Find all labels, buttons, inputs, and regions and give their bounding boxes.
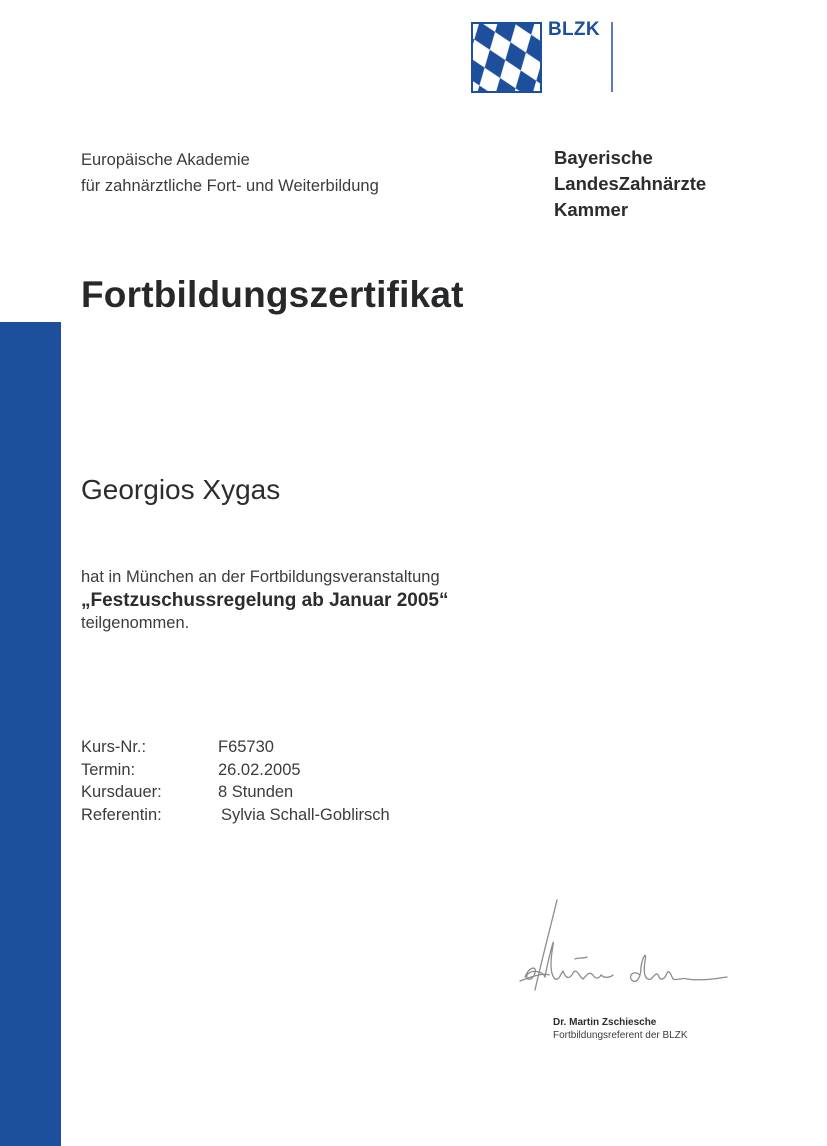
chamber-line: Kammer [554, 199, 629, 220]
document-title: Fortbildungszertifikat [81, 274, 464, 315]
detail-value: 8 Stunden [218, 783, 294, 801]
detail-value: F65730 [218, 738, 274, 756]
academy-line: Europäische Akademie [81, 151, 250, 169]
participant-name: Georgios Xygas [81, 474, 281, 505]
course-details [81, 736, 390, 826]
detail-label: Kurs-Nr.: [81, 738, 147, 756]
academy-name [81, 147, 379, 199]
logo-wordmark: BLZK [548, 19, 600, 40]
chamber-line: Bayerische [554, 147, 653, 168]
signatory-block [553, 1016, 688, 1042]
signatory-name: Dr. Martin Zschiesche [553, 1017, 657, 1028]
academy-line: für zahnärztliche Fort- und Weiterbildung [81, 177, 379, 195]
detail-label: Referentin: [81, 805, 162, 824]
decorative-blue-band [0, 322, 61, 1146]
detail-label: Kursdauer: [81, 783, 162, 801]
logo-divider [611, 22, 613, 92]
statement-line: hat in München an der Fortbildungsveranstaltung [81, 568, 440, 586]
chamber-line: LandesZahnärzte [554, 173, 707, 194]
course-title: „Festzuschussregelung ab Januar 2005“ [81, 590, 449, 611]
bavarian-lozenge-icon [471, 22, 542, 93]
detail-row-speaker [81, 804, 390, 827]
detail-value: 26.02.2005 [218, 760, 301, 779]
handwritten-signature [515, 895, 730, 1000]
detail-row-course-number [81, 736, 390, 759]
detail-row-duration [81, 781, 390, 804]
detail-value: Sylvia Schall-Goblirsch [221, 805, 390, 824]
signatory-role: Fortbildungsreferent der BLZK [553, 1030, 688, 1041]
detail-row-date [81, 759, 390, 782]
chamber-name [554, 145, 706, 223]
detail-label: Termin: [81, 760, 136, 779]
statement-line: teilgenommen. [81, 614, 190, 632]
participation-statement [81, 566, 448, 635]
